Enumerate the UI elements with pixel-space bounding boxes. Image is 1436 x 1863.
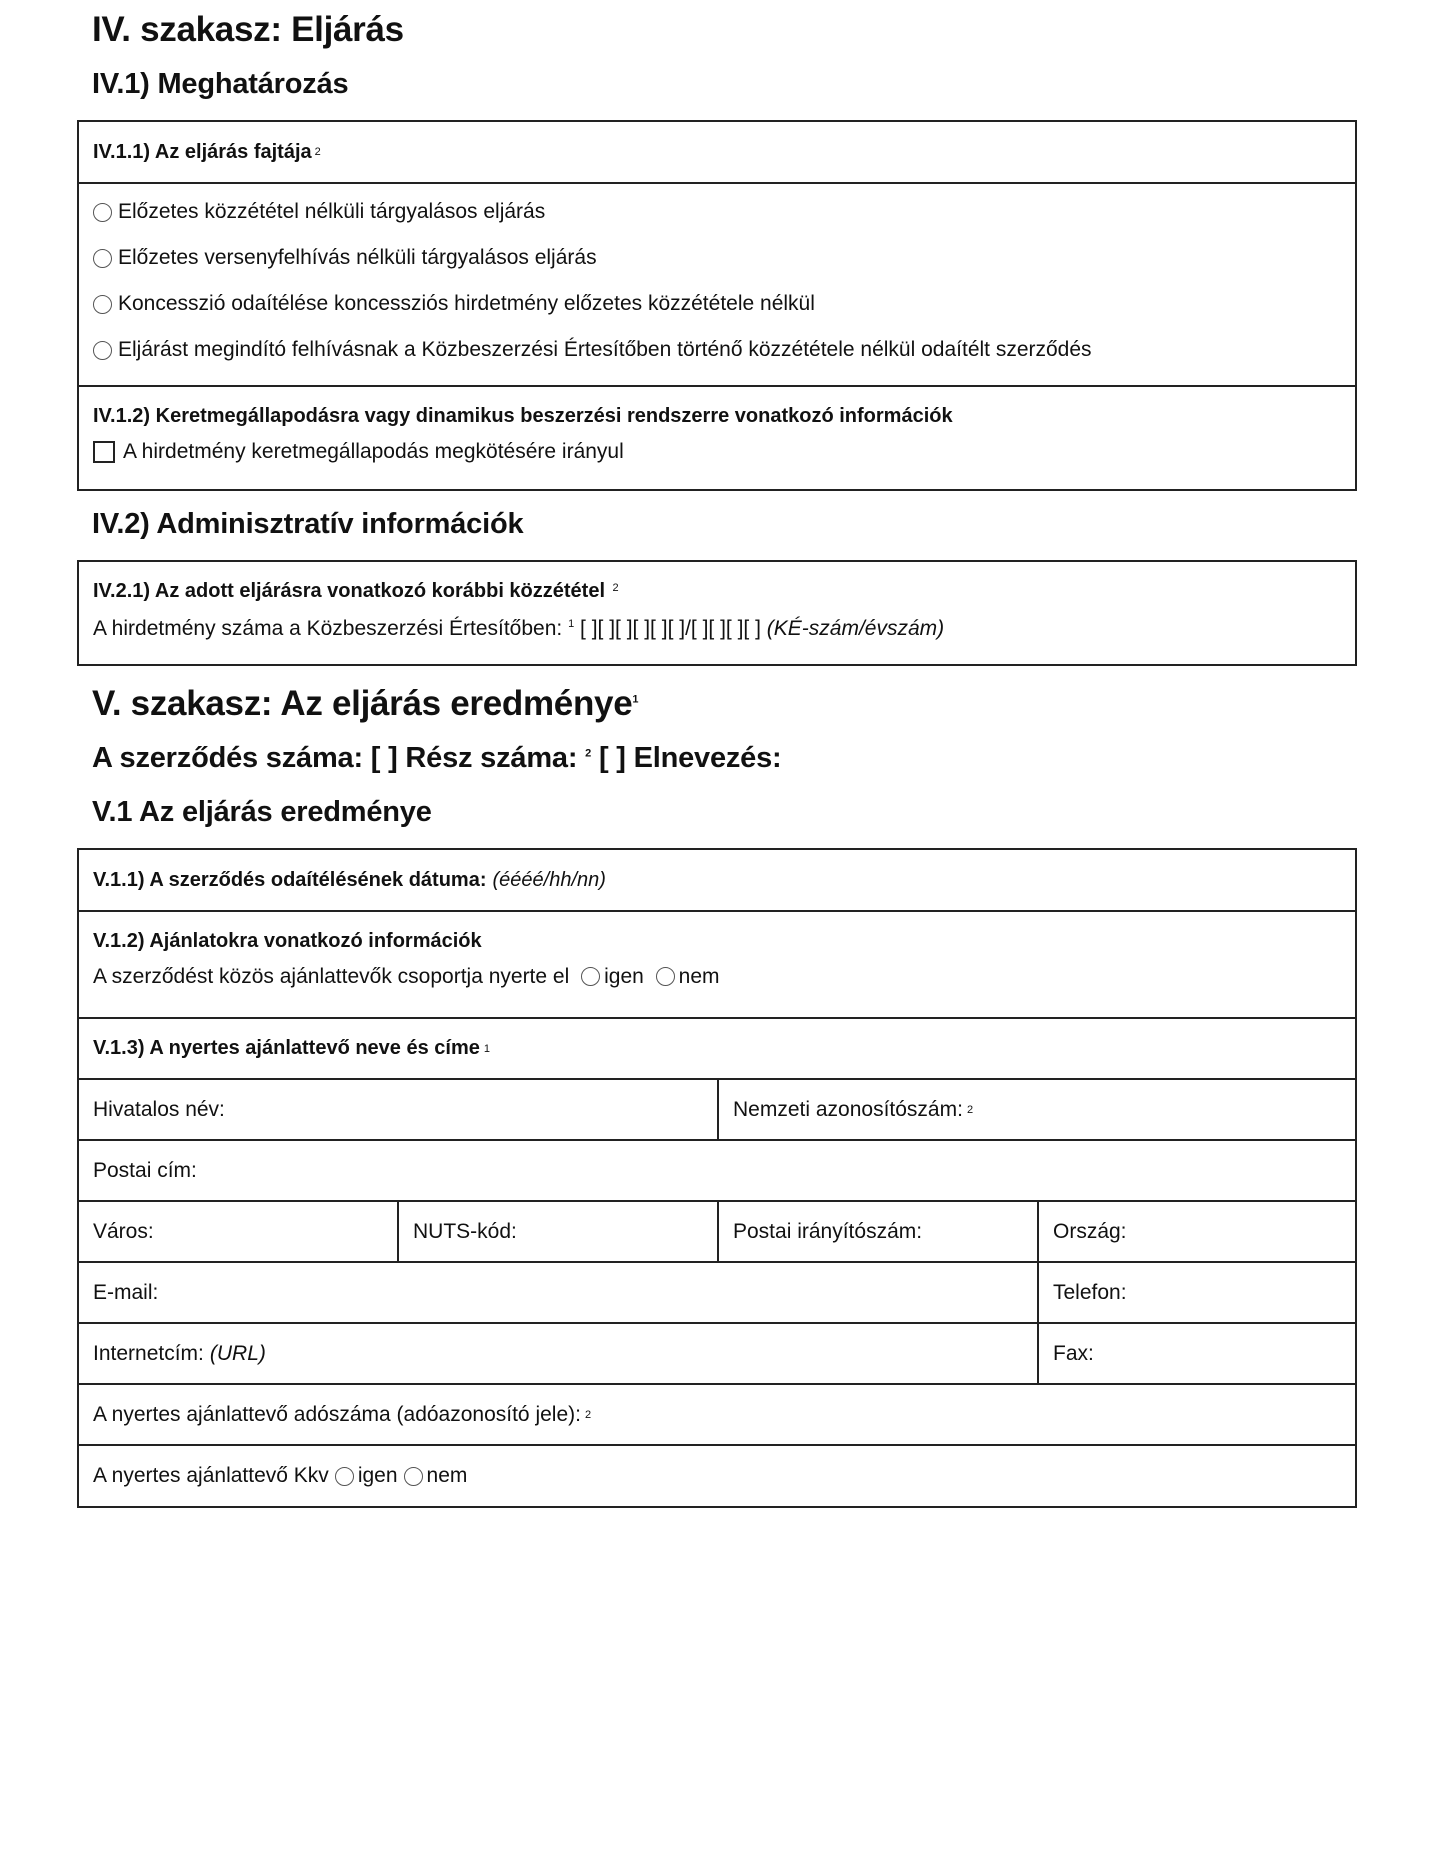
sme-no-label: nem	[426, 1464, 468, 1487]
section-iv2-heading: IV.2) Adminisztratív információk	[92, 508, 524, 540]
phone-field[interactable]	[1039, 1263, 1355, 1322]
procedure-option-2-label: Előzetes versenyfelhívás nélküli tárgyalásos eljárás	[118, 246, 597, 269]
postcode-label: Postai irányítószám:	[733, 1219, 923, 1243]
notice-number-format: (KÉ-szám/évszám)	[766, 617, 945, 640]
email-label: E-mail:	[93, 1280, 159, 1304]
award-result-box	[77, 848, 1357, 1508]
tax-number-row	[79, 1385, 1355, 1446]
procedure-type-box	[77, 120, 1357, 491]
email-row	[79, 1263, 1355, 1324]
radio-icon[interactable]	[93, 341, 112, 360]
radio-icon[interactable]	[335, 1467, 354, 1486]
radio-icon[interactable]	[581, 967, 600, 986]
internet-format: (URL)	[209, 1341, 266, 1365]
award-date-format[interactable]: (éééé/hh/nn)	[492, 868, 606, 891]
postcode-field[interactable]	[719, 1202, 1039, 1261]
yes-label: igen	[604, 965, 644, 988]
tenders-info-heading: V.1.2) Ajánlatokra vonatkozó információk	[93, 930, 482, 952]
tax-number-field[interactable]: A nyertes ajánlattevő adószáma (adóazonosító jele): 2	[93, 1402, 592, 1426]
fax-field[interactable]	[1039, 1324, 1355, 1383]
winner-heading: V.1.3) A nyertes ajánlattevő neve és címe	[93, 1037, 480, 1059]
tax-number-label: A nyertes ajánlattevő adószáma (adóazonosító jele):	[93, 1402, 581, 1426]
procedure-option-4[interactable]	[79, 327, 1355, 373]
procedure-option-3[interactable]	[79, 281, 1355, 327]
notice-number-line	[93, 617, 1341, 641]
group-award-label: A szerződést közös ajánlattevők csoportja nyerte el	[93, 965, 570, 988]
procedure-option-4-label: Eljárást megindító felhívásnak a Közbeszerzési Értesítőben történő közzététele nélkül odaítélt szerződés	[118, 338, 1092, 361]
postal-address-label: Postai cím:	[93, 1158, 197, 1182]
award-date-label: V.1.1) A szerződés odaítélésének dátuma:	[93, 868, 487, 891]
procedure-option-3-label: Koncesszió odaítélése koncessziós hirdetmény előzetes közzététele nélkül	[118, 292, 815, 315]
nuts-label: NUTS-kód:	[413, 1219, 517, 1243]
sme-field	[79, 1446, 1355, 1506]
internet-field[interactable]	[79, 1324, 1039, 1383]
procedure-option-2[interactable]	[79, 235, 1355, 281]
internet-row	[79, 1324, 1355, 1385]
section-v-title	[92, 684, 638, 724]
city-field[interactable]	[79, 1202, 399, 1261]
national-id-label: Nemzeti azonosítószám:	[733, 1097, 963, 1121]
city-label: Város:	[93, 1219, 154, 1243]
section-v-title-text: V. szakasz: Az eljárás eredménye	[92, 684, 633, 723]
notice-number-label: A hirdetmény száma a Közbeszerzési Értesítőben:	[93, 617, 563, 640]
radio-icon[interactable]	[93, 295, 112, 314]
official-name-label: Hivatalos név:	[93, 1097, 225, 1121]
previous-publication-box	[77, 560, 1357, 666]
radio-icon[interactable]	[93, 249, 112, 268]
sme-label: A nyertes ajánlattevő Kkv	[93, 1464, 329, 1487]
postal-address-field[interactable]	[79, 1141, 1355, 1200]
country-label: Ország:	[1053, 1219, 1127, 1243]
city-row	[79, 1202, 1355, 1263]
official-name-row	[79, 1080, 1355, 1141]
checkbox-icon[interactable]	[93, 441, 115, 463]
sme-row	[79, 1446, 1355, 1506]
footnote-marker: 2	[585, 747, 592, 760]
framework-checkbox-line[interactable]	[93, 440, 1341, 464]
footnote-marker: 1	[568, 618, 575, 630]
procedure-type-header-row: IV.1.1) Az eljárás fajtája 2	[79, 122, 1355, 184]
winner-heading-row: V.1.3) A nyertes ajánlattevő neve és címe 1	[79, 1019, 1355, 1080]
procedure-type-heading: IV.1.1) Az eljárás fajtája	[93, 140, 312, 163]
contract-title-text: [ ] Elnevezés:	[598, 742, 782, 774]
sme-yes-label: igen	[357, 1464, 398, 1487]
postal-address-row	[79, 1141, 1355, 1202]
procedure-options-row	[79, 184, 1355, 387]
award-date-row	[79, 850, 1355, 912]
section-iv-title: IV. szakasz: Eljárás	[92, 10, 404, 49]
fax-label: Fax:	[1053, 1341, 1094, 1365]
no-label: nem	[678, 965, 720, 988]
footnote-marker: 1	[632, 693, 639, 706]
nuts-field[interactable]	[399, 1202, 719, 1261]
framework-heading: IV.1.2) Keretmegállapodásra vagy dinamikus beszerzési rendszerre vonatkozó információk	[93, 405, 953, 427]
radio-icon[interactable]	[656, 967, 675, 986]
previous-publication-heading: IV.2.1) Az adott eljárásra vonatkozó korábbi közzététel	[93, 580, 606, 602]
internet-label: Internetcím:	[93, 1341, 204, 1365]
section-v1-heading: V.1 Az eljárás eredménye	[92, 796, 432, 828]
email-field[interactable]	[79, 1263, 1039, 1322]
procedure-option-1[interactable]	[79, 189, 1355, 235]
tenders-info-row	[79, 912, 1355, 1019]
footnote-marker: 2	[612, 581, 619, 594]
country-field[interactable]	[1039, 1202, 1355, 1261]
contract-number-line	[92, 742, 782, 775]
official-name-field[interactable]	[79, 1080, 719, 1139]
national-id-field[interactable]: Nemzeti azonosítószám: 2	[733, 1097, 974, 1121]
radio-icon[interactable]	[404, 1467, 423, 1486]
notice-number-brackets[interactable]: [ ][ ][ ][ ][ ][ ]/[ ][ ][ ][ ]	[580, 617, 761, 640]
phone-label: Telefon:	[1053, 1280, 1127, 1304]
section-iv1-heading: IV.1) Meghatározás	[92, 68, 349, 100]
contract-number-text: A szerződés száma: [ ] Rész száma:	[92, 742, 578, 774]
procedure-option-1-label: Előzetes közzététel nélküli tárgyalásos eljárás	[118, 200, 546, 223]
framework-checkbox-label: A hirdetmény keretmegállapodás megkötésére irányul	[123, 440, 624, 463]
group-award-line	[93, 965, 1341, 989]
framework-row	[79, 387, 1355, 489]
radio-icon[interactable]	[93, 203, 112, 222]
